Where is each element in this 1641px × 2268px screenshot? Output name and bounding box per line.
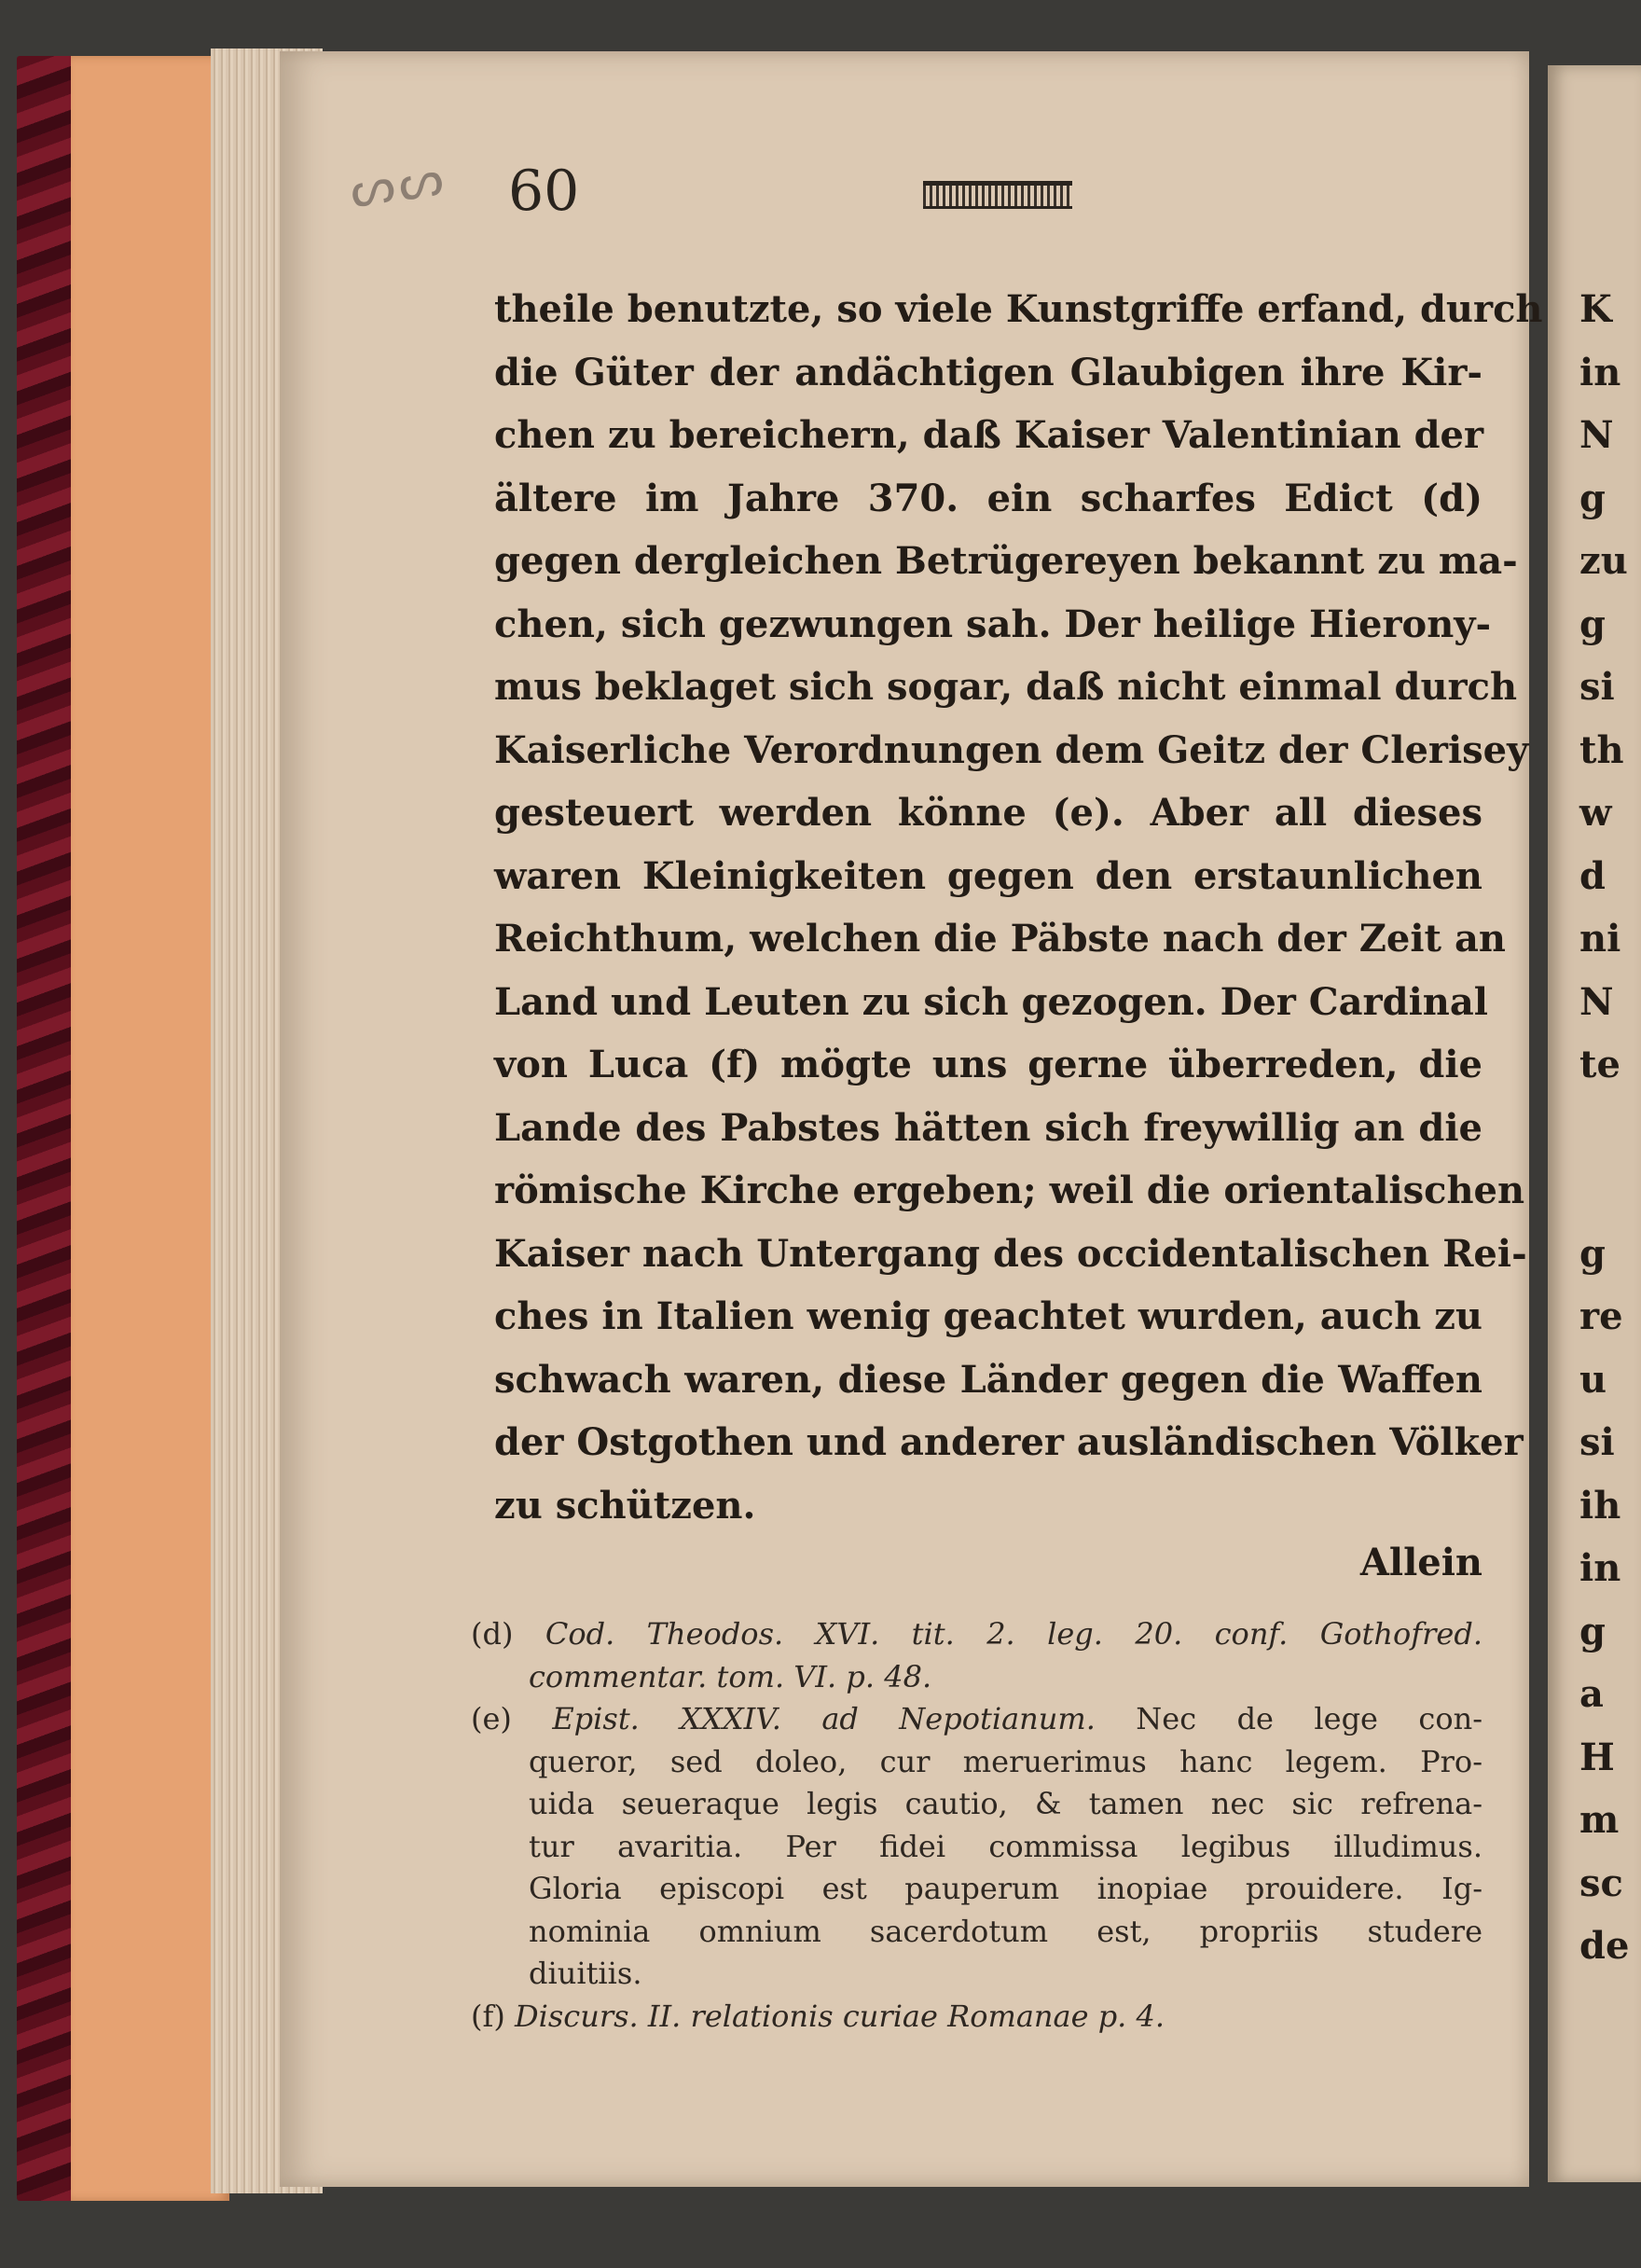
footnote-text: commentar. tom. VI. p. 48. [529, 1658, 932, 1694]
footnote-f [471, 1996, 1482, 2039]
footnote-text: Gloria episcopi est pauperum inopiae prouidere. Ig- [529, 1871, 1482, 1906]
body-line: die Güter der andächtigen Glaubigen ihre Kir- [494, 350, 1482, 394]
body-text [494, 278, 1543, 1537]
footnotes [471, 1613, 1482, 2038]
body-line: Reichthum, welchen die Päbste nach der Zeit an [494, 917, 1506, 961]
footnote-e [471, 1698, 1482, 1741]
catchword: Allein [1359, 1541, 1482, 1584]
cover-board-inner [71, 56, 229, 2201]
body-line: chen zu bereichern, daß Kaiser Valentinian der [494, 413, 1484, 457]
body-line: Land und Leuten zu sich gezogen. Der Cardinal [494, 979, 1488, 1024]
body-line: Kaiserliche Verordnungen dem Geitz der Clerisey [494, 727, 1529, 772]
footnote-text: queror, sed doleo, cur meruerimus hanc legem. Pro- [529, 1743, 1482, 1779]
footnote-text: uida seueraque legis cautio, & tamen nec sic refrena- [529, 1786, 1482, 1821]
body-line: zu schützen. [494, 1483, 756, 1528]
body-line: Kaiser nach Untergang des occidentalischen Rei- [494, 1231, 1527, 1276]
footnote-mark: (f) [471, 1998, 505, 2034]
page-number: 60 [508, 159, 580, 224]
header-ornament-rule [923, 181, 1072, 209]
footnote-text: nominia omnium sacerdotum est, propriis studere [529, 1913, 1482, 1949]
body-line: der Ostgothen und anderer ausländischen Völker [494, 1420, 1524, 1464]
body-line: Lande des Pabstes hätten sich freywillig an die [494, 1105, 1482, 1150]
footnote-citation: Epist. XXXIV. ad Nepotianum. [552, 1701, 1096, 1736]
body-line: gesteuert werden könne (e). Aber all dieses [494, 791, 1482, 835]
footnote-mark: (e) [471, 1701, 512, 1736]
footnote-text: Nec de lege con- [1095, 1701, 1482, 1736]
footnote-text: Cod. Theodos. XVI. tit. 2. leg. 20. conf. Gothofred. [545, 1616, 1483, 1652]
library-stamp: ᔕᔕ [346, 147, 451, 219]
body-line: gegen dergleichen Betrügereyen bekannt zu ma- [494, 539, 1518, 583]
footnote-mark: (d) [471, 1616, 514, 1652]
body-line: waren Kleinigkeiten gegen den erstaunlichen [494, 853, 1482, 898]
body-line: ches in Italien wenig geachtet wurden, auch zu [494, 1294, 1482, 1338]
footnote-text: diuitiis. [529, 1956, 642, 1991]
body-line: römische Kirche ergeben; weil die orientalischen [494, 1169, 1525, 1212]
body-line: ältere im Jahre 370. ein scharfes Edict (d) [494, 476, 1482, 520]
body-line: mus beklaget sich sogar, daß nicht einmal durch [494, 665, 1518, 709]
footnote-text: Discurs. II. relationis curiae Romanae p. 4. [514, 1998, 1165, 2034]
facing-page-text: K in N g zu g si th w d ni N te g re u si ih in g a H m sc de [1579, 287, 1630, 1968]
body-line: chen, sich gezwungen sah. Der heilige Hierony- [494, 602, 1492, 646]
body-line: von Luca (f) mögte uns gerne überreden, die [494, 1043, 1482, 1086]
body-line: schwach waren, diese Länder gegen die Waffen [494, 1357, 1482, 1402]
footnote-d [471, 1613, 1482, 1656]
footnote-text: tur avaritia. Per fidei commissa legibus illudimus. [529, 1828, 1482, 1864]
body-line: theile benutzte, so viele Kunstgriffe erfand, durch [494, 287, 1543, 331]
